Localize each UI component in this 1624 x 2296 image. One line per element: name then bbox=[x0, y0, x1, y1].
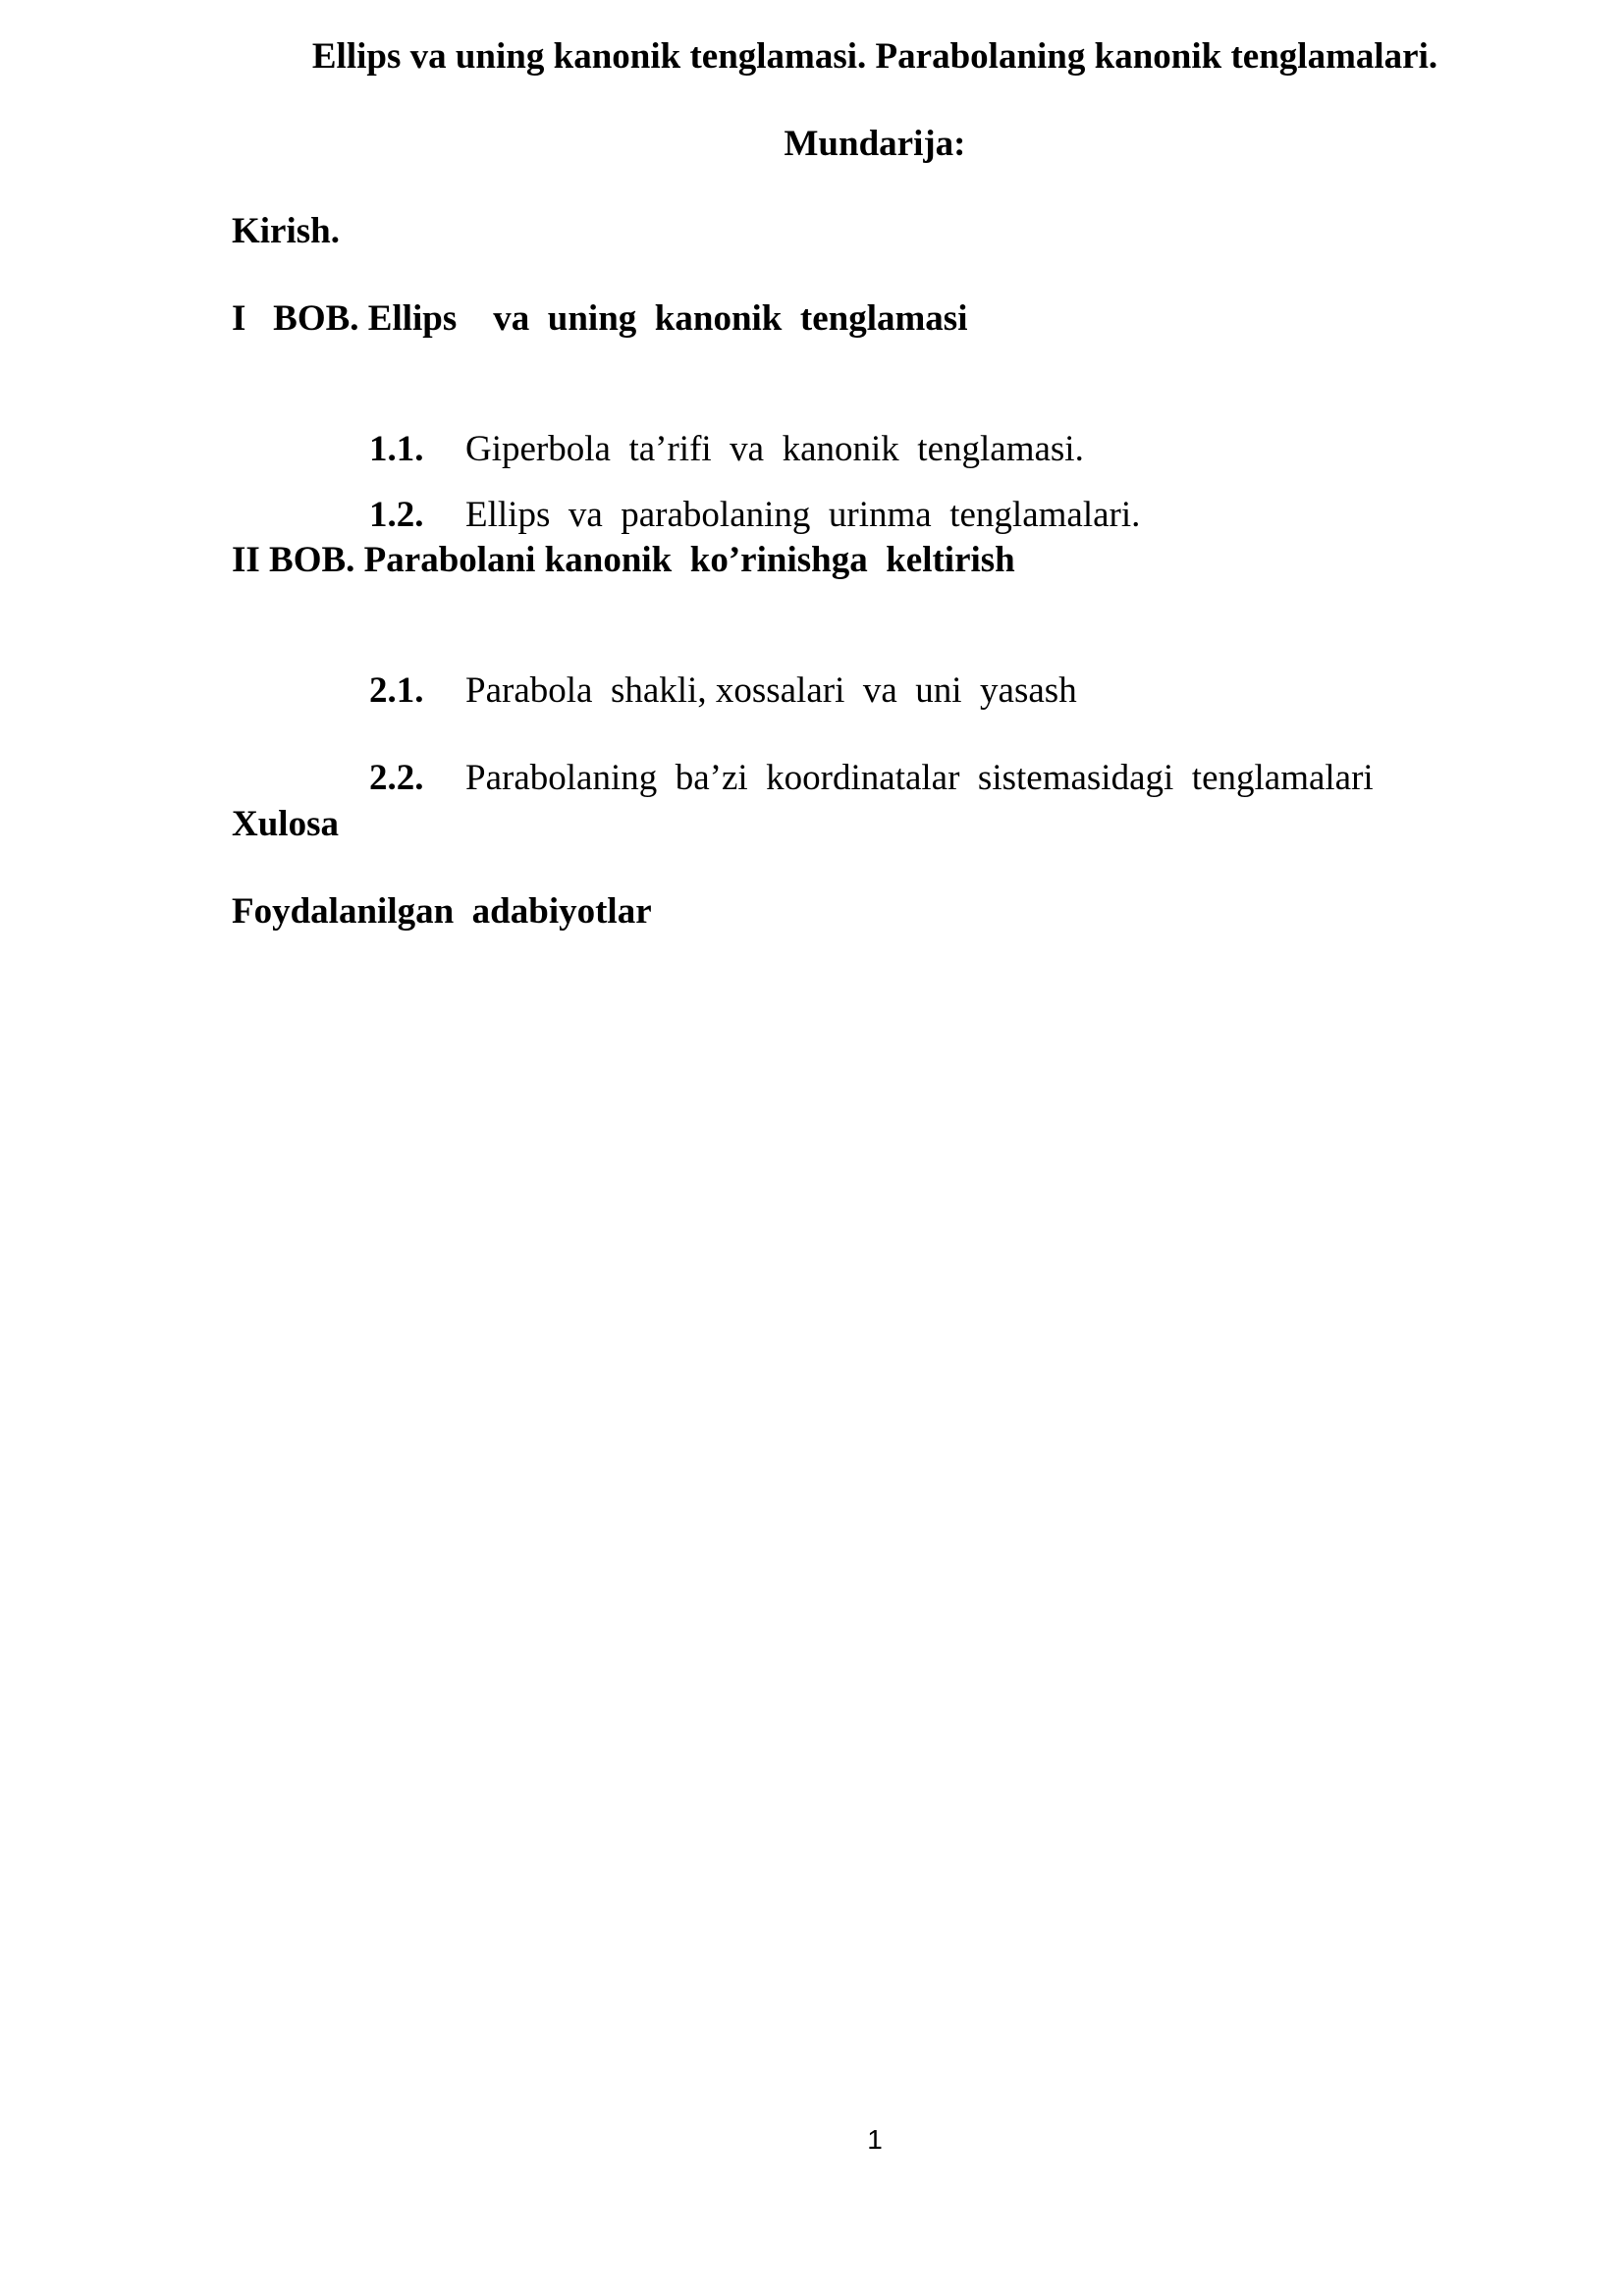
section-title: Parabola shakli, xossalari va uni yasash bbox=[465, 670, 1077, 711]
toc-entry-section-2-2 bbox=[333, 714, 1374, 843]
toc-entry-chapter-1: I BOB. Ellips va uning kanonik tenglamasi bbox=[232, 298, 968, 339]
section-title: Giperbola ta’rifi va kanonik tenglamasi. bbox=[465, 429, 1084, 469]
section-number: 1.1. bbox=[369, 429, 424, 469]
section-title: Ellips va parabolaning urinma tenglamalari. bbox=[465, 495, 1141, 535]
toc-heading: Mundarija: bbox=[784, 124, 966, 164]
section-title: Parabolaning ba’zi koordinatalar sistemasidagi tenglamalari bbox=[465, 758, 1374, 798]
section-number: 1.2. bbox=[369, 495, 424, 535]
section-number: 2.2. bbox=[369, 758, 424, 798]
toc-entry-intro: Kirish. bbox=[232, 211, 340, 251]
toc-entry-references: Foydalanilgan adabiyotlar bbox=[232, 891, 652, 932]
document-title: Ellips va uning kanonik tenglamasi. Parabolaning kanonik tenglamalari. bbox=[311, 36, 1438, 77]
toc-entry-chapter-2: II BOB. Parabolani kanonik ko’rinishga keltirish bbox=[232, 540, 1015, 580]
page-number: 1 bbox=[867, 2124, 883, 2155]
section-number: 2.1. bbox=[369, 670, 424, 711]
toc-entry-conclusion: Xulosa bbox=[232, 804, 339, 844]
